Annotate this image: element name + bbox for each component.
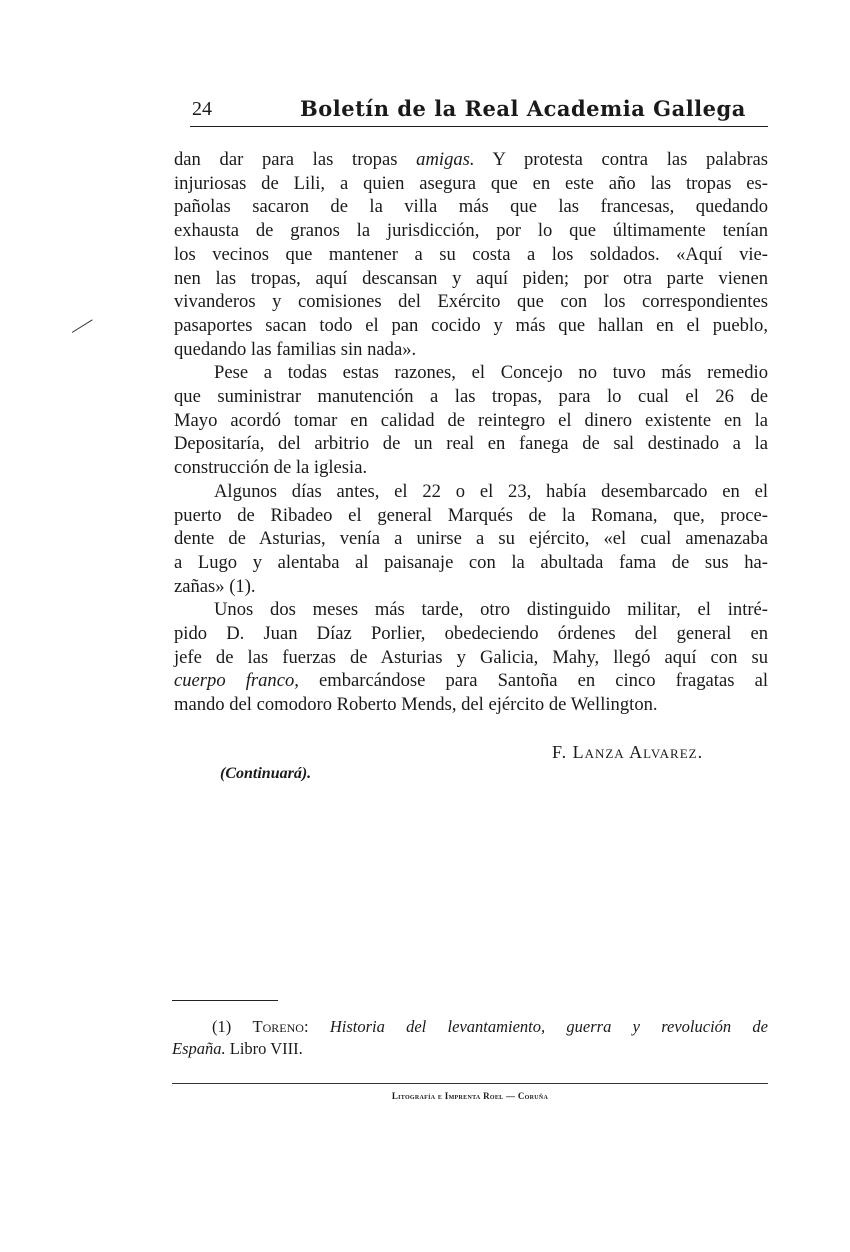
text-run: amigas. xyxy=(416,149,475,170)
text-run: Historia del levantamiento, guerra y revolución de xyxy=(329,1017,769,1036)
margin-pencil-mark xyxy=(72,319,93,333)
text-line xyxy=(174,432,768,456)
footnote-line xyxy=(172,1016,768,1038)
text-line xyxy=(174,504,768,528)
text-line xyxy=(174,290,768,314)
text-line xyxy=(174,409,768,433)
continuation-text: (Continuará). xyxy=(220,765,312,782)
printer-imprint-text: Litografía e Imprenta Roel — Coruña xyxy=(391,1091,549,1101)
journal-title: Boletín de la Real Academia Gallega xyxy=(300,96,746,121)
text-run xyxy=(309,1017,330,1036)
text-run: jefe de las fuerzas de Asturias y Galicia, Mahy, llegó aquí con su xyxy=(174,646,768,668)
text-run: construcción de la iglesia. xyxy=(174,457,368,479)
text-line xyxy=(174,456,768,480)
text-run: los vecinos que mantener a su costa a los soldados. «Aquí vie- xyxy=(174,243,768,265)
text-run: España. xyxy=(172,1039,226,1058)
footnote-line xyxy=(172,1038,768,1060)
text-line xyxy=(174,172,768,196)
text-run: exhausta de granos la jurisdicción, por lo que últimamente tenían xyxy=(174,220,768,242)
text-line xyxy=(174,243,768,267)
text-run: (1) xyxy=(212,1017,253,1036)
text-line xyxy=(174,527,768,551)
text-run: Toreno: xyxy=(252,1017,309,1036)
text-run: zañas» (1). xyxy=(174,575,256,597)
text-run: dente de Asturias, venía a unirse a su ejército, «el cual amenazaba xyxy=(174,528,768,550)
text-run: Algunos días antes, el 22 o el 23, había desembarcado en el xyxy=(214,480,768,502)
bottom-rule xyxy=(172,1083,768,1084)
text-run: Unos dos meses más tarde, otro distinguido militar, el intré- xyxy=(214,599,768,621)
paragraph xyxy=(174,480,768,599)
text-run: Depositaría, del arbitrio de un real en fanega de sal destinado a la xyxy=(174,433,768,455)
running-head xyxy=(190,96,768,126)
header-rule xyxy=(190,126,768,127)
text-run: cuerpo franco, xyxy=(174,670,299,692)
text-line xyxy=(174,669,768,693)
author-signature-text: F. Lanza Alvarez. xyxy=(552,742,704,762)
text-run: pasaportes sacan todo el pan cocido y más que hallan en el pueblo, xyxy=(174,314,768,336)
text-run: pido D. Juan Díaz Porlier, obedeciendo órdenes del general en xyxy=(174,623,768,645)
text-run: embarcándose para Santoña en cinco fragatas al xyxy=(298,670,768,692)
text-run: quedando las familias sin nada». xyxy=(174,338,417,360)
text-line xyxy=(174,693,768,717)
text-run: vivanderos y comisiones del Exército que con los correspondientes xyxy=(174,291,768,313)
text-line xyxy=(174,148,768,172)
printer-imprint xyxy=(172,1091,768,1101)
text-run: nen las tropas, aquí descansan y aquí piden; por otra parte vienen xyxy=(174,267,768,289)
text-run: Mayo acordó tomar en calidad de reintegro el dinero existente en la xyxy=(174,409,768,431)
text-run: a Lugo y alentaba al paisanaje con la abultada fama de sus ha- xyxy=(174,551,768,573)
text-run: dan dar para las tropas xyxy=(174,149,417,170)
text-line xyxy=(174,385,768,409)
text-run: Pese a todas estas razones, el Concejo no tuvo más remedio xyxy=(214,362,768,384)
paragraph xyxy=(174,148,768,361)
footnote-rule xyxy=(172,1000,278,1001)
text-run: que suministrar manutención a las tropas, para lo cual el 26 de xyxy=(174,386,768,408)
author-signature xyxy=(552,742,703,763)
text-line xyxy=(174,480,768,504)
text-line xyxy=(174,575,768,599)
text-run: pañolas sacaron de la villa más que las francesas, quedando xyxy=(174,196,768,218)
text-line xyxy=(174,314,768,338)
text-line xyxy=(174,646,768,670)
continuation-note xyxy=(220,765,311,783)
text-line xyxy=(174,267,768,291)
text-run: Libro VIII. xyxy=(225,1039,303,1058)
text-line xyxy=(174,598,768,622)
article-body xyxy=(174,148,768,717)
text-line xyxy=(174,622,768,646)
text-line xyxy=(174,195,768,219)
text-line xyxy=(174,551,768,575)
text-run: Y protesta contra las palabras xyxy=(474,149,768,170)
text-line xyxy=(174,338,768,362)
text-line xyxy=(174,219,768,243)
paragraph xyxy=(174,361,768,480)
page-number: 24 xyxy=(192,98,212,120)
paragraph xyxy=(174,598,768,717)
text-run: puerto de Ribadeo el general Marqués de la Romana, que, proce- xyxy=(174,504,768,526)
text-run: mando del comodoro Roberto Mends, del ejército de Wellington. xyxy=(174,694,658,716)
footnote xyxy=(172,1016,768,1060)
text-line xyxy=(174,361,768,385)
text-run: injuriosas de Lili, a quien asegura que en este año las tropas es- xyxy=(174,172,768,194)
